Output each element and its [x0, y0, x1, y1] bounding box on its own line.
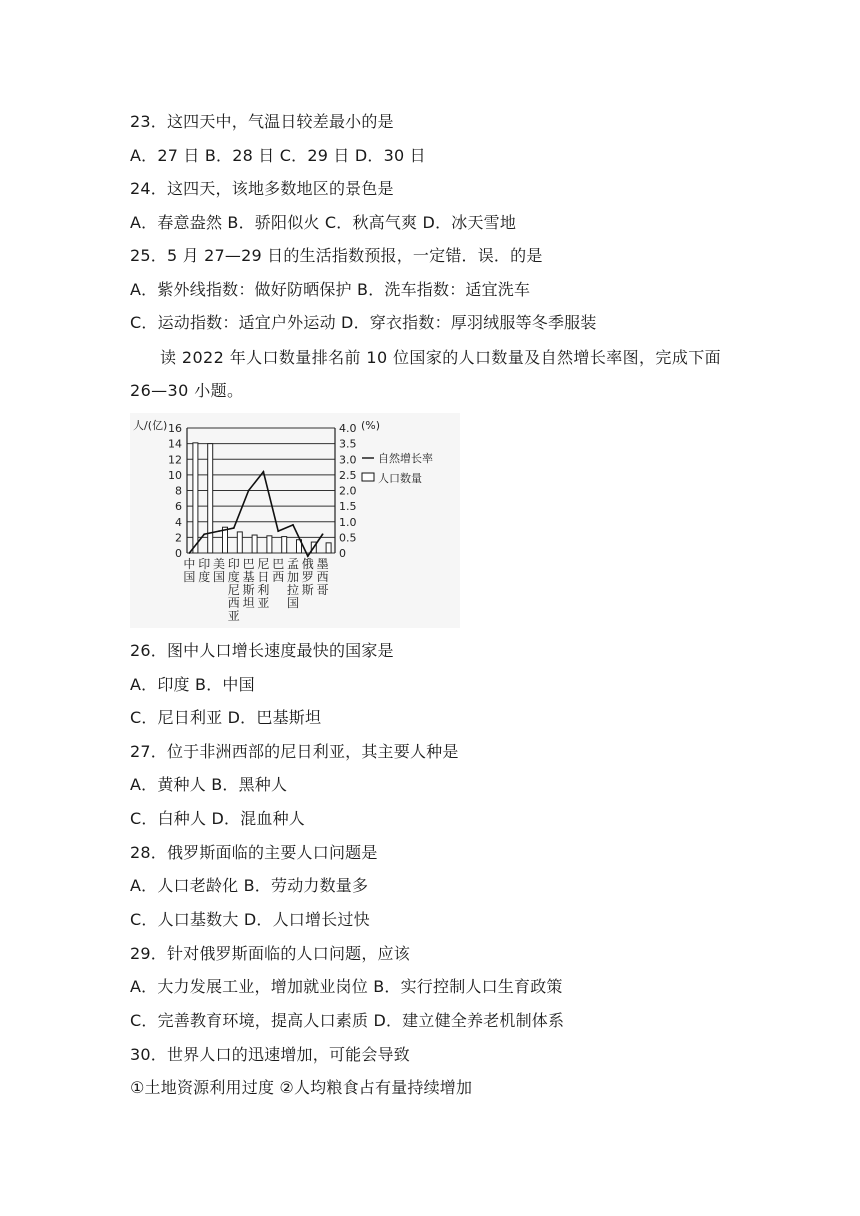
y-tick-label: 12 [168, 453, 182, 467]
growth-rate-point [233, 527, 235, 529]
y-tick-label: 4 [175, 515, 182, 529]
y2-axis-label: (%) [361, 419, 381, 432]
x-tick-label: 中国 [183, 557, 196, 584]
question-23: 23．这四天中，气温日较差最小的是 [130, 112, 394, 131]
question-26-options-ab: A．印度 B．中国 [130, 675, 255, 694]
chart-intro-text: 读 2022 年人口数量排名前 10 位国家的人口数量及自然增长率图，完成下面 26—30 小题。 [130, 348, 722, 400]
x-tick-label: 印度 [198, 557, 211, 584]
question-29-options-ab: A．大力发展工业，增加就业岗位 B．实行控制人口生育政策 [130, 977, 563, 996]
y2-tick-label: 1.0 [339, 515, 357, 529]
growth-rate-point [322, 533, 324, 535]
y2-tick-label: 0 [339, 547, 346, 560]
y-tick-label: 0 [175, 547, 182, 560]
y-axis-label: 人/(亿) [133, 419, 168, 432]
x-tick-label: 尼日利亚 [257, 557, 270, 610]
y-tick-label: 2 [175, 531, 182, 545]
y-tick-label: 16 [168, 422, 182, 435]
growth-rate-point [292, 524, 294, 526]
y2-tick-label: 2.5 [339, 468, 357, 482]
question-30-statements: ①土地资源利用过度 ②人均粮食占有量持续增加 [130, 1078, 473, 1097]
x-tick-label: 印度尼西亚 [227, 557, 240, 623]
x-tick-label: 孟加拉国 [286, 557, 300, 610]
bar-3 [223, 527, 228, 553]
question-25-options-ab: A．紫外线指数：做好防晒保护 B．洗车指数：适宜洗车 [130, 280, 531, 299]
y-tick-label: 10 [168, 468, 182, 482]
question-26-options-cd: C．尼日利亚 D．巴基斯坦 [130, 708, 322, 727]
growth-rate-point [277, 530, 279, 532]
growth-rate-point [189, 552, 191, 554]
question-26: 26．图中人口增长速度最快的国家是 [130, 641, 394, 660]
question-24: 24．这四天，该地多数地区的景色是 [130, 179, 394, 198]
question-29: 29．针对俄罗斯面临的人口问题，应该 [130, 944, 410, 963]
growth-rate-point [263, 471, 265, 473]
x-tick-label: 俄罗斯 [301, 557, 314, 597]
growth-rate-point [248, 490, 250, 492]
y-tick-label: 6 [175, 500, 182, 514]
bar-4 [237, 532, 242, 553]
bar-10 [326, 543, 331, 553]
question-28-options-ab: A．人口老龄化 B．劳动力数量多 [130, 876, 369, 895]
question-27-options-ab: A．黄种人 B．黑种人 [130, 775, 288, 794]
bar-7 [282, 537, 287, 553]
x-tick-label: 墨西哥 [316, 557, 329, 597]
bar-2 [208, 444, 213, 553]
question-30: 30．世界人口的迅速增加，可能会导致 [130, 1045, 410, 1064]
question-23-options: A．27 日 B．28 日 C．29 日 D．30 日 [130, 146, 426, 165]
chart-intro [130, 341, 740, 407]
y-tick-label: 14 [168, 437, 182, 451]
y2-tick-label: 2.0 [339, 484, 357, 498]
population-chart [130, 413, 460, 628]
y-tick-label: 8 [175, 484, 182, 498]
question-29-options-cd: C．完善教育环境，提高人口素质 D．建立健全养老机制体系 [130, 1011, 565, 1030]
growth-rate-point [203, 533, 205, 535]
growth-rate-point [218, 530, 220, 532]
y2-tick-label: 1.5 [339, 500, 357, 514]
question-24-options: A．春意盎然 B．骄阳似火 C．秋高气爽 D．冰天雪地 [130, 213, 517, 232]
y2-tick-label: 4.0 [339, 422, 357, 435]
question-27: 27．位于非洲西部的尼日利亚，其主要人种是 [130, 742, 459, 761]
legend-growth-rate: 自然增长率 [378, 452, 433, 465]
bar-6 [267, 536, 272, 553]
y2-tick-label: 3.5 [339, 437, 357, 451]
legend-bar-swatch [362, 473, 374, 481]
bar-1 [193, 443, 198, 553]
bar-5 [252, 535, 257, 553]
question-28-options-cd: C．人口基数大 D．人口增长过快 [130, 910, 370, 929]
x-tick-label: 巴基斯坦 [242, 557, 255, 610]
question-25: 25．5 月 27—29 日的生活指数预报，一定错．误．的是 [130, 246, 543, 265]
question-27-options-cd: C．白种人 D．混血种人 [130, 809, 305, 828]
x-tick-label: 美国 [212, 557, 226, 584]
y2-tick-label: 3.0 [339, 453, 357, 467]
legend-population: 人口数量 [378, 472, 422, 485]
question-25-options-cd: C．运动指数：适宜户外运动 D．穿衣指数：厚羽绒服等冬季服装 [130, 313, 597, 332]
question-28: 28．俄罗斯面临的主要人口问题是 [130, 843, 378, 862]
x-tick-label: 巴西 [272, 557, 285, 584]
y2-tick-label: 0.5 [339, 531, 357, 545]
